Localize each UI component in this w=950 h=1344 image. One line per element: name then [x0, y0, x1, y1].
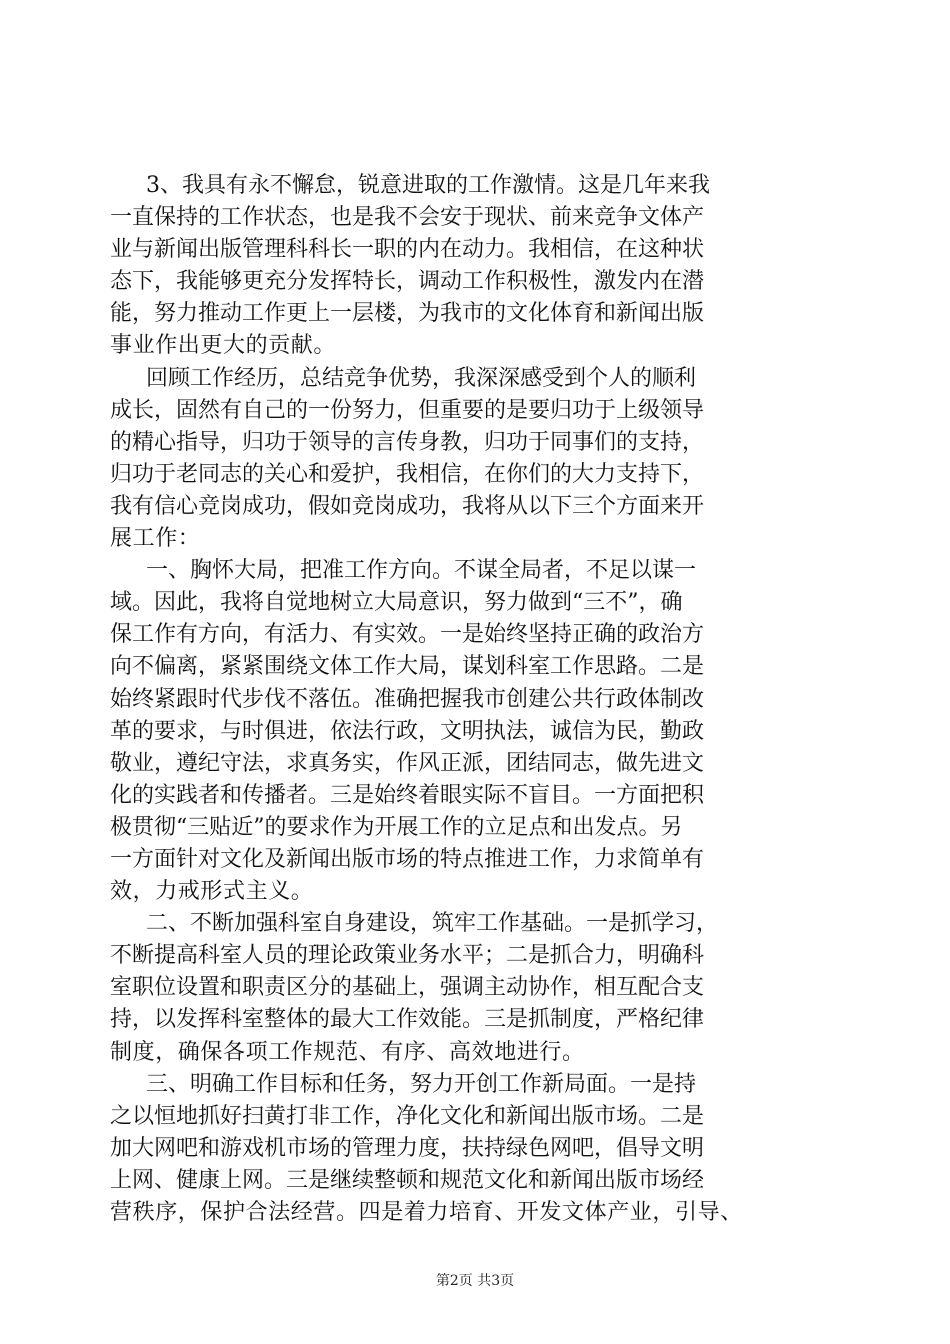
text-line: 制度，确保各项工作规范、有序、高效地进行。 [110, 1039, 585, 1065]
text-line: 上网、健康上网。三是继续整顿和规范文化和新闻出版市场经 [110, 1167, 705, 1193]
text-line: 归功于老同志的关心和爱护，我相信，在你们的大力支持下， [110, 461, 705, 487]
text-line: 向不偏离，紧紧围绕文体工作大局，谋划科室工作思路。二是 [110, 654, 705, 680]
text-line: 始终紧跟时代步伐不落伍。准确把握我市创建公共行政体制改 [110, 686, 705, 712]
text-line: 保工作有方向，有活力、有实效。一是始终坚持正确的政治方 [110, 622, 705, 648]
text-line: 态下，我能够更充分发挥特长，调动工作积极性，激发内在潜 [110, 269, 705, 295]
page-footer: 第2页 共3页 [435, 1273, 515, 1289]
text-line: 展工作： [110, 526, 201, 552]
text-line: 效，力戒形式主义。 [110, 879, 314, 905]
text-line: 业与新闻出版管理科科长一职的内在动力。我相信，在这种状 [110, 237, 705, 263]
text-line: 二、不断加强科室自身建设，筑牢工作基础。一是抓学习， [146, 911, 719, 937]
text-line: 营秩序，保护合法经营。四是着力培育、开发文体产业，引导、 [110, 1200, 743, 1225]
text-line: 一、胸怀大局，把准工作方向。不谋全局者，不足以谋一 [146, 558, 697, 584]
text-line: 一方面针对文化及新闻出版市场的特点推进工作，力求简单有 [110, 846, 705, 872]
body-text [110, 170, 845, 1229]
text-line: 3、我具有永不懈怠，锐意进取的工作激情。这是几年来我 [146, 173, 710, 198]
text-line: 的精心指导，归功于领导的言传身教，归功于同事们的支持， [110, 429, 705, 455]
text-line: 域。因此，我将自觉地树立大局意识，努力做到“三不”，确 [110, 590, 683, 616]
text-line: 加大网吧和游戏机市场的管理力度，扶持绿色网吧，倡导文明 [110, 1135, 705, 1161]
text-line: 敬业，遵纪守法，求真务实，作风正派，团结同志，做先进文 [110, 750, 705, 776]
text-line: 事业作出更大的贡献。 [110, 333, 337, 359]
text-line: 三、明确工作目标和任务，努力开创工作新局面。一是持 [146, 1071, 697, 1097]
text-line: 不断提高科室人员的理论政策业务水平；二是抓合力，明确科 [110, 943, 705, 969]
text-line: 一直保持的工作状态，也是我不会安于现状、前来竞争文体产 [110, 205, 705, 231]
text-line: 室职位设置和职责区分的基础上，强调主动协作，相互配合支 [110, 975, 705, 1001]
text-line: 能，努力推动工作更上一层楼，为我市的文化体育和新闻出版 [110, 301, 705, 327]
text-line: 极贯彻“三贴近”的要求作为开展工作的立足点和出发点。另 [110, 814, 683, 840]
text-line: 持，以发挥科室整体的最大工作效能。三是抓制度，严格纪律 [110, 1007, 705, 1033]
text-line: 化的实践者和传播者。三是始终着眼实际不盲目。一方面把积 [110, 782, 705, 808]
text-line: 革的要求，与时俱进，依法行政，文明执法，诚信为民，勤政 [110, 718, 705, 744]
text-line: 之以恒地抓好扫黄打非工作，净化文化和新闻出版市场。二是 [110, 1103, 705, 1129]
text-line: 回顾工作经历，总结竞争优势，我深深感受到个人的顺利 [146, 365, 697, 391]
text-line: 我有信心竞岗成功，假如竞岗成功，我将从以下三个方面来开 [110, 493, 705, 519]
text-line: 成长，固然有自己的一份努力，但重要的是要归功于上级领导 [110, 397, 705, 423]
